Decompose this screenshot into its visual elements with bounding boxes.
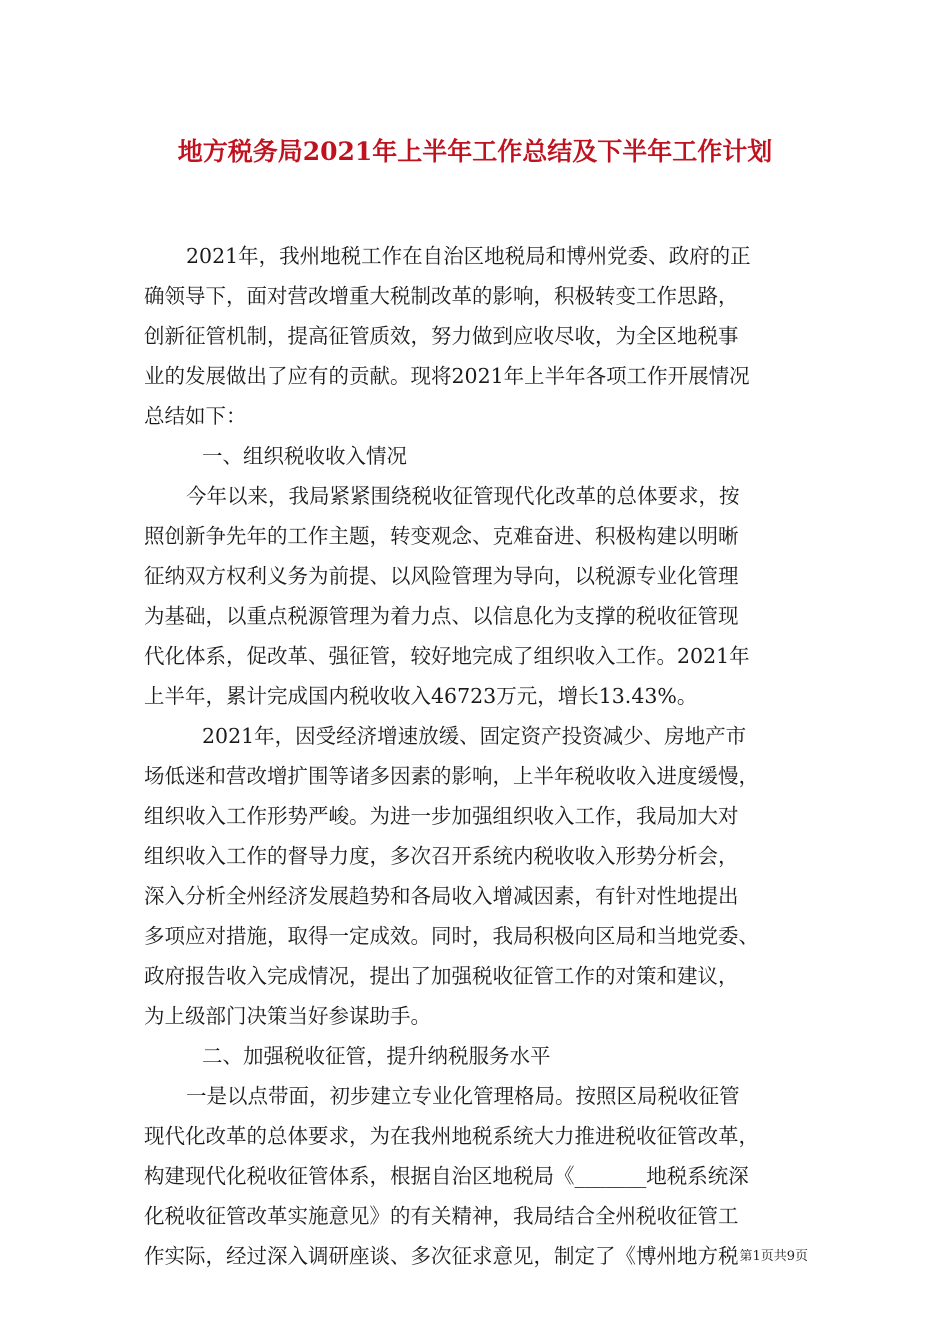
paragraph-line: 代化体系，促改革、强征管，较好地完成了组织收入工作。2021年 bbox=[144, 644, 750, 668]
document-body bbox=[144, 236, 812, 1276]
paragraph-line: 多项应对措施，取得一定成效。同时，我局积极向区局和当地党委、 bbox=[144, 924, 759, 948]
page-number: 第1页共9页 bbox=[739, 1249, 808, 1264]
paragraph-line: 组织收入工作形势严峻。为进一步加强组织收入工作，我局加大对 bbox=[144, 804, 739, 828]
paragraph-line: 上半年，累计完成国内税收收入46723万元，增长13.43%。 bbox=[144, 684, 698, 708]
paragraph-line: 政府报告收入完成情况，提出了加强税收征管工作的对策和建议， bbox=[144, 964, 739, 988]
paragraph-line: 深入分析全州经济发展趋势和各局收入增减因素，有针对性地提出 bbox=[144, 884, 739, 908]
paragraph-line: 作实际，经过深入调研座谈、多次征求意见，制定了《博州地方税 bbox=[144, 1244, 739, 1268]
section-heading: 一、组织税收收入情况 bbox=[202, 444, 407, 468]
paragraph-line: 构建现代化税收征管体系，根据自治区地税局《_______地税系统深 bbox=[144, 1164, 749, 1188]
paragraph-line: 照创新争先年的工作主题，转变观念、克难奋进、积极构建以明晰 bbox=[144, 524, 739, 548]
paragraph-line: 总结如下： bbox=[144, 404, 247, 428]
paragraph-line: 为基础，以重点税源管理为着力点、以信息化为支撑的税收征管现 bbox=[144, 604, 739, 628]
paragraph-line: 2021年，因受经济增速放缓、固定资产投资减少、房地产市 bbox=[202, 724, 747, 748]
paragraph-line: 一是以点带面，初步建立专业化管理格局。按照区局税收征管 bbox=[186, 1084, 740, 1108]
paragraph-line: 2021年，我州地税工作在自治区地税局和博州党委、政府的正 bbox=[186, 244, 751, 268]
paragraph-line: 化税收征管改革实施意见》的有关精神，我局结合全州税收征管工 bbox=[144, 1204, 739, 1228]
paragraph-line: 现代化改革的总体要求，为在我州地税系统大力推进税收征管改革， bbox=[144, 1124, 759, 1148]
paragraph-line: 组织收入工作的督导力度，多次召开系统内税收收入形势分析会， bbox=[144, 844, 739, 868]
section-heading: 二、加强税收征管，提升纳税服务水平 bbox=[202, 1044, 551, 1068]
paragraph-line: 创新征管机制，提高征管质效，努力做到应收尽收，为全区地税事 bbox=[144, 324, 739, 348]
paragraph-line: 今年以来，我局紧紧围绕税收征管现代化改革的总体要求，按 bbox=[186, 484, 740, 508]
paragraph-line: 为上级部门决策当好参谋助手。 bbox=[144, 1004, 431, 1028]
paragraph-line: 确领导下，面对营改增重大税制改革的影响，积极转变工作思路， bbox=[144, 284, 739, 308]
paragraph-line: 征纳双方权利义务为前提、以风险管理为导向，以税源专业化管理 bbox=[144, 564, 739, 588]
paragraph-line: 场低迷和营改增扩围等诸多因素的影响，上半年税收收入进度缓慢， bbox=[144, 764, 759, 788]
document-title: 地方税务局2021年上半年工作总结及下半年工作计划 bbox=[177, 137, 773, 166]
paragraph-line: 业的发展做出了应有的贡献。现将2021年上半年各项工作开展情况 bbox=[144, 364, 750, 388]
